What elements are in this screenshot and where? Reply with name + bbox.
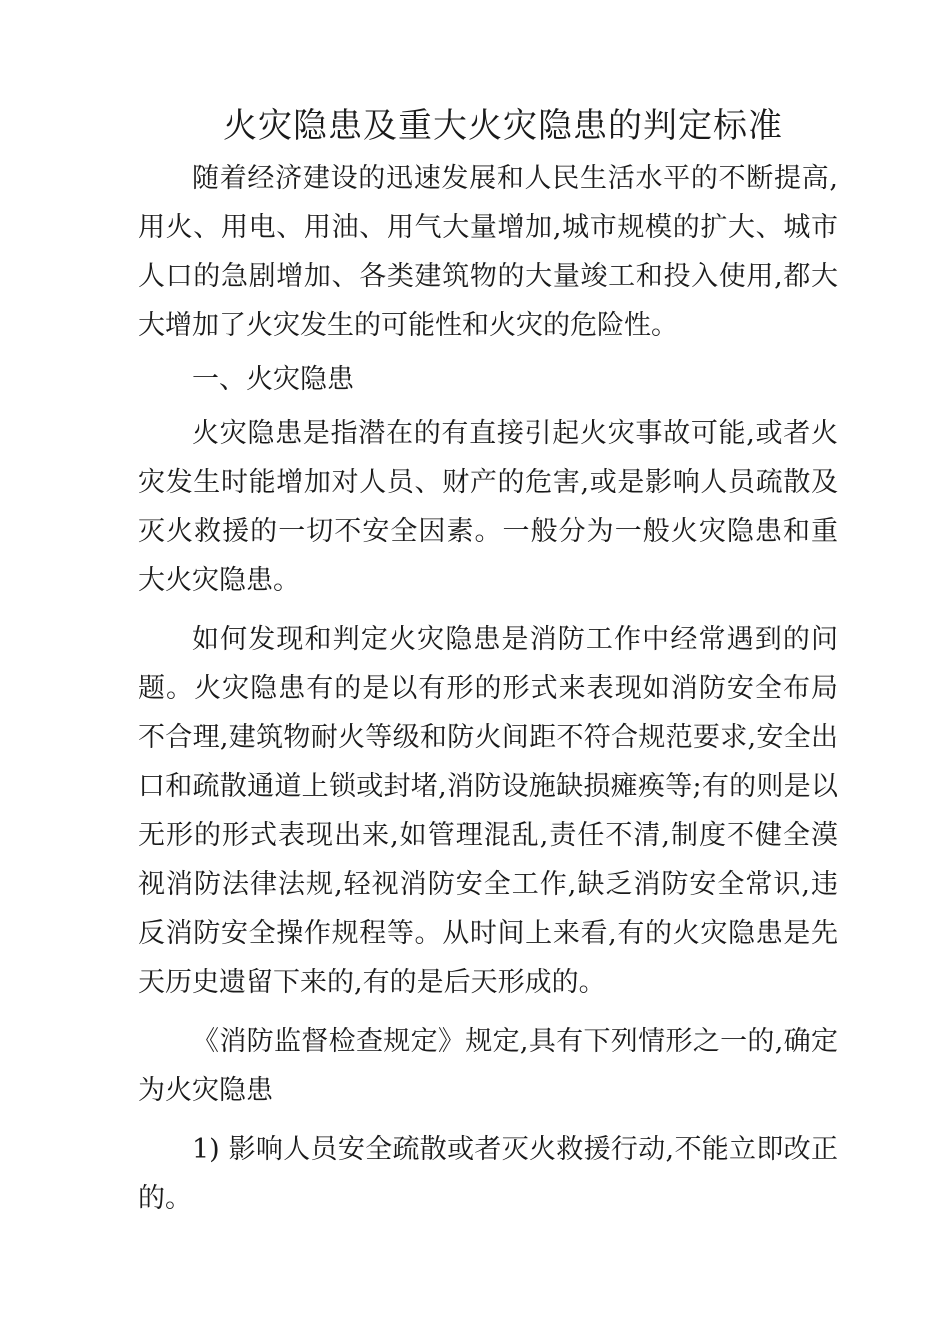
fire-hazard-definition-paragraph: 火灾隐患是指潜在的有直接引起火灾事故可能,或者火灾发生时能增加对人员、财产的危害,或是影响人员疏散及灭火救援的一切不安全因素。一般分为一般火灾隐患和重大火灾隐患。 [138, 418, 838, 596]
document-title: 火灾隐患及重大火灾隐患的判定标准 [223, 106, 783, 146]
document-page [138, 100, 838, 1223]
list-item-1: 1) 影响人员安全疏散或者灭火救援行动,不能立即改正的。 [138, 1134, 838, 1214]
fire-hazard-identification-paragraph: 如何发现和判定火灾隐患是消防工作中经常遇到的问题。火灾隐患有的是以有形的形式来表现如消防安全布局不合理,建筑物耐火等级和防火间距不符合规范要求,安全出口和疏散通道上锁或封堵,消防设施缺损瘫痪等;有的则是以无形的形式表现出来,如管理混乱,责任不清,制度不健全漠视消防法律法规,轻视消防安全工作,缺乏消防安全常识,违反消防安全操作规程等。从时间上来看,有的火灾隐患是先天历史遗留下来的,有的是后天形成的。 [138, 624, 838, 998]
section-heading-fire-hazard: 一、火灾隐患 [192, 364, 354, 395]
regulation-paragraph: 《消防监督检查规定》规定,具有下列情形之一的,确定为火灾隐患 [138, 1026, 838, 1106]
intro-paragraph: 随着经济建设的迅速发展和人民生活水平的不断提高,用火、用电、用油、用气大量增加,城市规模的扩大、城市人口的急剧增加、各类建筑物的大量竣工和投入使用,都大大增加了火灾发生的可能性和火灾的危险性。 [138, 163, 838, 341]
